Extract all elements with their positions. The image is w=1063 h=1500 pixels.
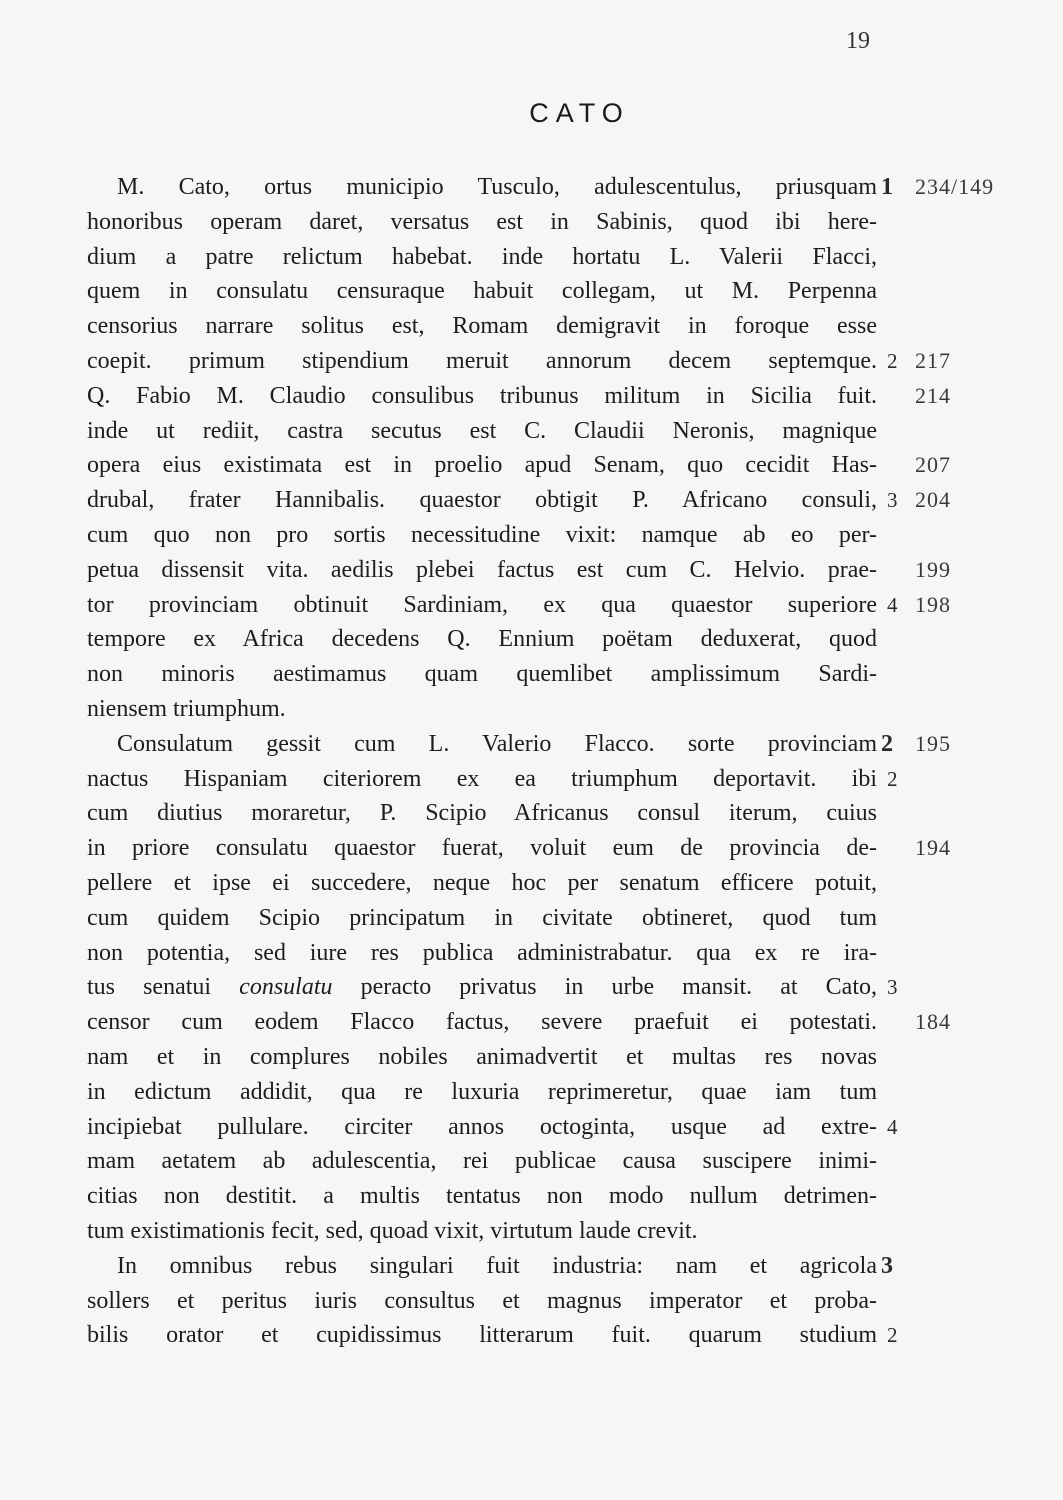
line-text: incipiebat pullulare. circiter annos octoginta, usque ad extre- — [87, 1113, 877, 1140]
line-text: in edictum addidit, qua re luxuria reprimeretur, quae iam tum — [87, 1078, 877, 1105]
section-number: 1 — [881, 174, 893, 200]
line-text: Q. Fabio M. Claudio consulibus tribunus militum in Sicilia fuit. — [87, 382, 877, 409]
text-line — [87, 1318, 898, 1353]
line-text: quem in consulatu censuraque habuit collegam, ut M. Perpenna — [87, 278, 877, 305]
text-line — [87, 622, 877, 657]
text-line — [87, 274, 877, 309]
text-line — [87, 1144, 877, 1179]
line-text: honoribus operam daret, versatus est in Sabinis, quod ibi here- — [87, 208, 877, 235]
line-text: bilis orator et cupidissimus litterarum fuit. quarum studium — [87, 1322, 877, 1349]
line-text: cum quidem Scipio principatum in civitate obtineret, quod tum — [87, 904, 877, 931]
line-text: censor cum eodem Flacco factus, severe praefuit ei potestati. — [87, 1009, 877, 1036]
text-line — [87, 1179, 877, 1214]
text-line — [87, 1110, 898, 1145]
text-line — [87, 309, 877, 344]
line-text: pellere et ipse ei succedere, neque hoc per senatum efficere potuit, — [87, 869, 877, 896]
margin-year: 184 — [915, 1009, 951, 1035]
text-line — [87, 483, 951, 518]
line-text: niensem triumphum. — [87, 695, 286, 722]
text-line — [87, 762, 898, 797]
chapter-heading: CATO — [529, 98, 630, 128]
line-text: opera eius existimata est in proelio apud Senam, quo cecidit Has- — [87, 452, 877, 479]
section-number: 3 — [887, 488, 898, 513]
line-text: censorius narrare solitus est, Romam demigravit in foroque esse — [87, 313, 877, 340]
text-line — [87, 1249, 893, 1284]
margin-year: 204 — [915, 487, 951, 513]
line-text: nam et in complures nobiles animadvertit et multas res novas — [87, 1043, 877, 1070]
text-line — [87, 692, 877, 727]
margin-year: 234/149 — [915, 174, 995, 199]
text-line — [87, 414, 877, 449]
text-line — [87, 344, 951, 379]
section-number: 3 — [887, 975, 898, 1000]
line-text: inde ut rediit, castra secutus est C. Claudii Neronis, magnique — [87, 417, 877, 444]
line-text: cum diutius moraretur, P. Scipio Africanus consul iterum, cuius — [87, 800, 877, 827]
section-number: 2 — [887, 766, 898, 791]
margin-year: 194 — [915, 835, 951, 861]
text-line — [87, 205, 877, 240]
line-text: in priore consulatu quaestor fuerat, voluit eum de provincia de- — [87, 835, 877, 862]
text-line — [87, 831, 951, 866]
line-text: non minoris aestimamus quam quemlibet amplissimum Sardi- — [87, 661, 877, 688]
text-line — [87, 1284, 877, 1319]
section-number: 4 — [887, 1114, 898, 1139]
text-line — [87, 796, 877, 831]
section-number: 3 — [881, 1252, 893, 1279]
italic-word: consulatu — [239, 974, 333, 1001]
section-number: 2 — [881, 730, 893, 757]
line-text: petua dissensit vita. aedilis plebei factus est cum C. Helvio. prae- — [87, 556, 877, 583]
text-line — [87, 901, 877, 936]
line-text: drubal, frater Hannibalis. quaestor obtigit P. Africano consuli, — [87, 487, 877, 514]
line-text: In omnibus rebus singulari fuit industria: nam et agricola — [117, 1252, 877, 1279]
line-text: non potentia, sed iure res publica administrabatur. qua ex re ira- — [87, 939, 877, 966]
text-line — [87, 1075, 877, 1110]
text-line — [87, 866, 877, 901]
line-text: tor provinciam obtinuit Sardiniam, ex qua quaestor superiore — [87, 591, 877, 618]
margin-year: 199 — [915, 556, 951, 582]
text-line — [87, 727, 951, 762]
line-text: tum existimationis fecit, sed, quoad vixit, virtutum laude crevit. — [87, 1217, 698, 1244]
margin-year: 207 — [915, 452, 951, 478]
line-text-continued: peracto privatus in urbe mansit. at Cato, — [360, 974, 877, 1001]
line-text: Consulatum gessit cum L. Valerio Flacco. sorte provinciam — [117, 730, 877, 757]
line-text: sollers et peritus iuris consultus et magnus imperator et proba- — [87, 1287, 877, 1314]
text-line — [87, 936, 877, 971]
section-number: 2 — [887, 1323, 898, 1348]
line-text: M. Cato, ortus municipio Tusculo, adulescentulus, priusquam — [117, 174, 877, 200]
line-text: cum quo non pro sortis necessitudine vixit: namque ab eo per- — [87, 521, 877, 548]
text-line — [87, 448, 951, 483]
text-line — [87, 553, 951, 588]
margin-year: 198 — [915, 591, 951, 617]
line-text: mam aetatem ab adulescentia, rei publicae causa suscipere inimi- — [87, 1148, 877, 1175]
text-line — [87, 240, 877, 275]
line-text: tempore ex Africa decedens Q. Ennium poëtam deduxerat, quod — [87, 626, 877, 653]
text-line — [87, 379, 951, 414]
section-number: 4 — [887, 592, 898, 617]
body-text — [87, 170, 995, 1353]
text-line — [87, 518, 877, 553]
line-text: nactus Hispaniam citeriorem ex ea triumphum deportavit. ibi — [87, 765, 877, 792]
margin-year: 195 — [915, 730, 951, 756]
text-line — [87, 657, 877, 692]
text-line — [87, 1040, 877, 1075]
margin-year: 214 — [915, 382, 951, 408]
text-line — [87, 1214, 877, 1249]
line-text: dium a patre relictum habebat. inde hortatu L. Valerii Flacci, — [87, 243, 877, 270]
text-line — [87, 970, 898, 1005]
margin-year: 217 — [915, 347, 951, 373]
text-line — [87, 588, 951, 623]
section-number: 2 — [887, 348, 898, 373]
line-text: tus senatui — [87, 974, 212, 1001]
page-number: 19 — [846, 28, 870, 54]
line-text: coepit. primum stipendium meruit annorum decem septemque. — [87, 347, 877, 374]
line-text: citias non destitit. a multis tentatus non modo nullum detrimen- — [87, 1183, 877, 1210]
text-line — [87, 170, 995, 205]
text-line — [87, 1005, 951, 1040]
